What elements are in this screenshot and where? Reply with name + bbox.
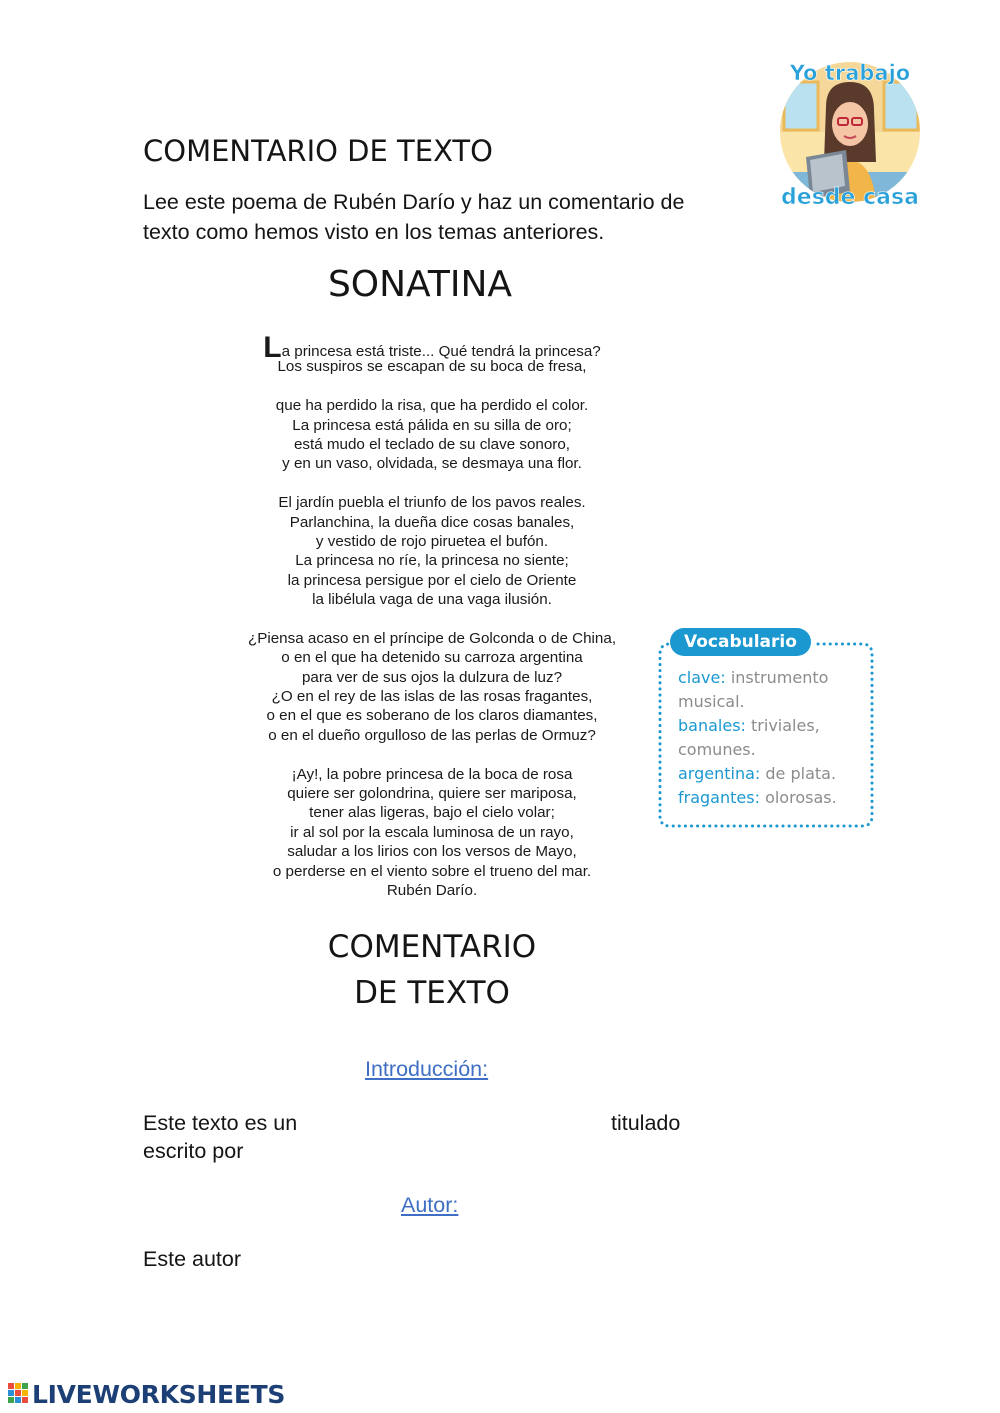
vocab-term: banales — [678, 716, 741, 735]
poem-line: o en el que es soberano de los claros diamantes, — [266, 707, 598, 725]
liveworksheets-logo-icon — [8, 1383, 30, 1409]
poem-line: y vestido de rojo piruetea el bufón. — [315, 532, 549, 550]
poem-line: Parlanchina, la dueña dice cosas banales, — [289, 513, 575, 531]
poem-line: quiere ser golondrina, quiere ser mariposa, — [287, 784, 577, 802]
badge-illustration — [776, 52, 926, 214]
poem-line: está mudo el teclado de su clave sonoro, — [293, 435, 571, 453]
comment-title-line-2: DE TEXTO — [354, 975, 510, 1011]
poem-line: para ver de sus ojos la dulzura de luz? — [301, 668, 563, 686]
vocab-definition: de plata. — [765, 764, 837, 783]
poem-line: y en un vaso, olvidada, se desmaya una flor. — [282, 455, 582, 473]
vocab-term: argentina — [678, 764, 755, 783]
intro-text-written-by: escrito por — [143, 1139, 244, 1163]
comment-section-title — [272, 924, 592, 1016]
poem-line: tener alas ligeras, bajo el cielo volar; — [309, 804, 555, 822]
poem-line: ¿O en el rey de las islas de las rosas fragantes, — [271, 688, 593, 706]
poem-line: o perderse en el viento sobre el trueno del mar. — [272, 862, 592, 880]
comment-title-line-1: COMENTARIO — [327, 929, 537, 965]
poem-line: o en el que ha detenido su carroza argentina — [281, 649, 583, 667]
vocab-entry: fragantes: olorosas. — [678, 788, 837, 807]
vocab-definition: olorosas. — [765, 788, 837, 807]
badge-top-text: Yo trabajo — [789, 61, 911, 85]
intro-line-1: Lee este poema de Rubén Darío y haz un comentario de — [143, 190, 685, 214]
introduction-heading-link[interactable]: Introducción: — [365, 1057, 489, 1081]
poem-title: SONATINA — [327, 264, 513, 305]
vocabulary-box — [658, 632, 874, 830]
poem-line: la princesa persigue por el cielo de Oriente — [287, 571, 577, 589]
intro-line-2: texto como hemos visto en los temas anteriores. — [143, 220, 605, 244]
poem-line: que ha perdido la risa, que ha perdido el color. — [275, 397, 589, 415]
poem-line: El jardín puebla el triunfo de los pavos reales. — [278, 494, 586, 512]
poem-author: Rubén Darío. — [386, 881, 478, 899]
poem-line: La princesa está pálida en su silla de oro; — [292, 416, 572, 434]
poem-line: la libélula vaga de una vaga ilusión. — [312, 591, 552, 609]
poem-first-line-rest: a princesa está triste... Qué tendrá la princesa? — [281, 343, 601, 360]
vocab-definition: triviales, — [751, 716, 820, 735]
page-title: COMENTARIO DE TEXTO — [143, 134, 493, 168]
badge-bottom-text: desde casa — [781, 185, 919, 210]
vocab-definition: instrumento — [730, 668, 829, 687]
vocab-term: fragantes — [678, 788, 755, 807]
poem-line: ¿Piensa acaso en el príncipe de Golconda o de China, — [247, 629, 617, 647]
poem-line: saludar a los lirios con los versos de Mayo, — [287, 843, 577, 861]
poem-line: o en el dueño orgulloso de las perlas de Ormuz? — [268, 726, 596, 744]
vocab-term: clave — [678, 668, 721, 687]
vocab-entry: banales: triviales, comunes. — [678, 716, 820, 759]
intro-paragraph — [143, 187, 763, 247]
work-from-home-badge — [776, 52, 926, 214]
poem-line: Los suspiros se escapan de su boca de fresa, — [277, 358, 587, 376]
author-text: Este autor — [143, 1247, 241, 1271]
vocab-definition-cont: comunes. — [678, 740, 756, 759]
intro-text-start: Este texto es un — [143, 1111, 298, 1135]
vocab-entry: clave: instrumento musical. — [678, 668, 829, 711]
vocab-entry: argentina: de plata. — [678, 764, 837, 783]
poem-line: La princesa no ríe, la princesa no siente; — [295, 552, 569, 570]
intro-text-titled: titulado — [611, 1111, 681, 1135]
vocabulary-list — [678, 666, 863, 810]
poem-line: ¡Ay!, la pobre princesa de la boca de rosa — [291, 765, 573, 783]
drop-cap: L — [263, 331, 282, 364]
vocabulary-label: Vocabulario — [670, 628, 811, 656]
author-heading-link[interactable]: Autor: — [401, 1193, 459, 1217]
vocab-definition-cont: musical. — [678, 692, 745, 711]
poem-body — [200, 331, 664, 900]
poem-line: ir al sol por la escala luminosa de un rayo, — [290, 823, 574, 841]
liveworksheets-brand-text: LIVEWORKSHEETS — [32, 1380, 286, 1409]
poem-line — [200, 331, 664, 364]
